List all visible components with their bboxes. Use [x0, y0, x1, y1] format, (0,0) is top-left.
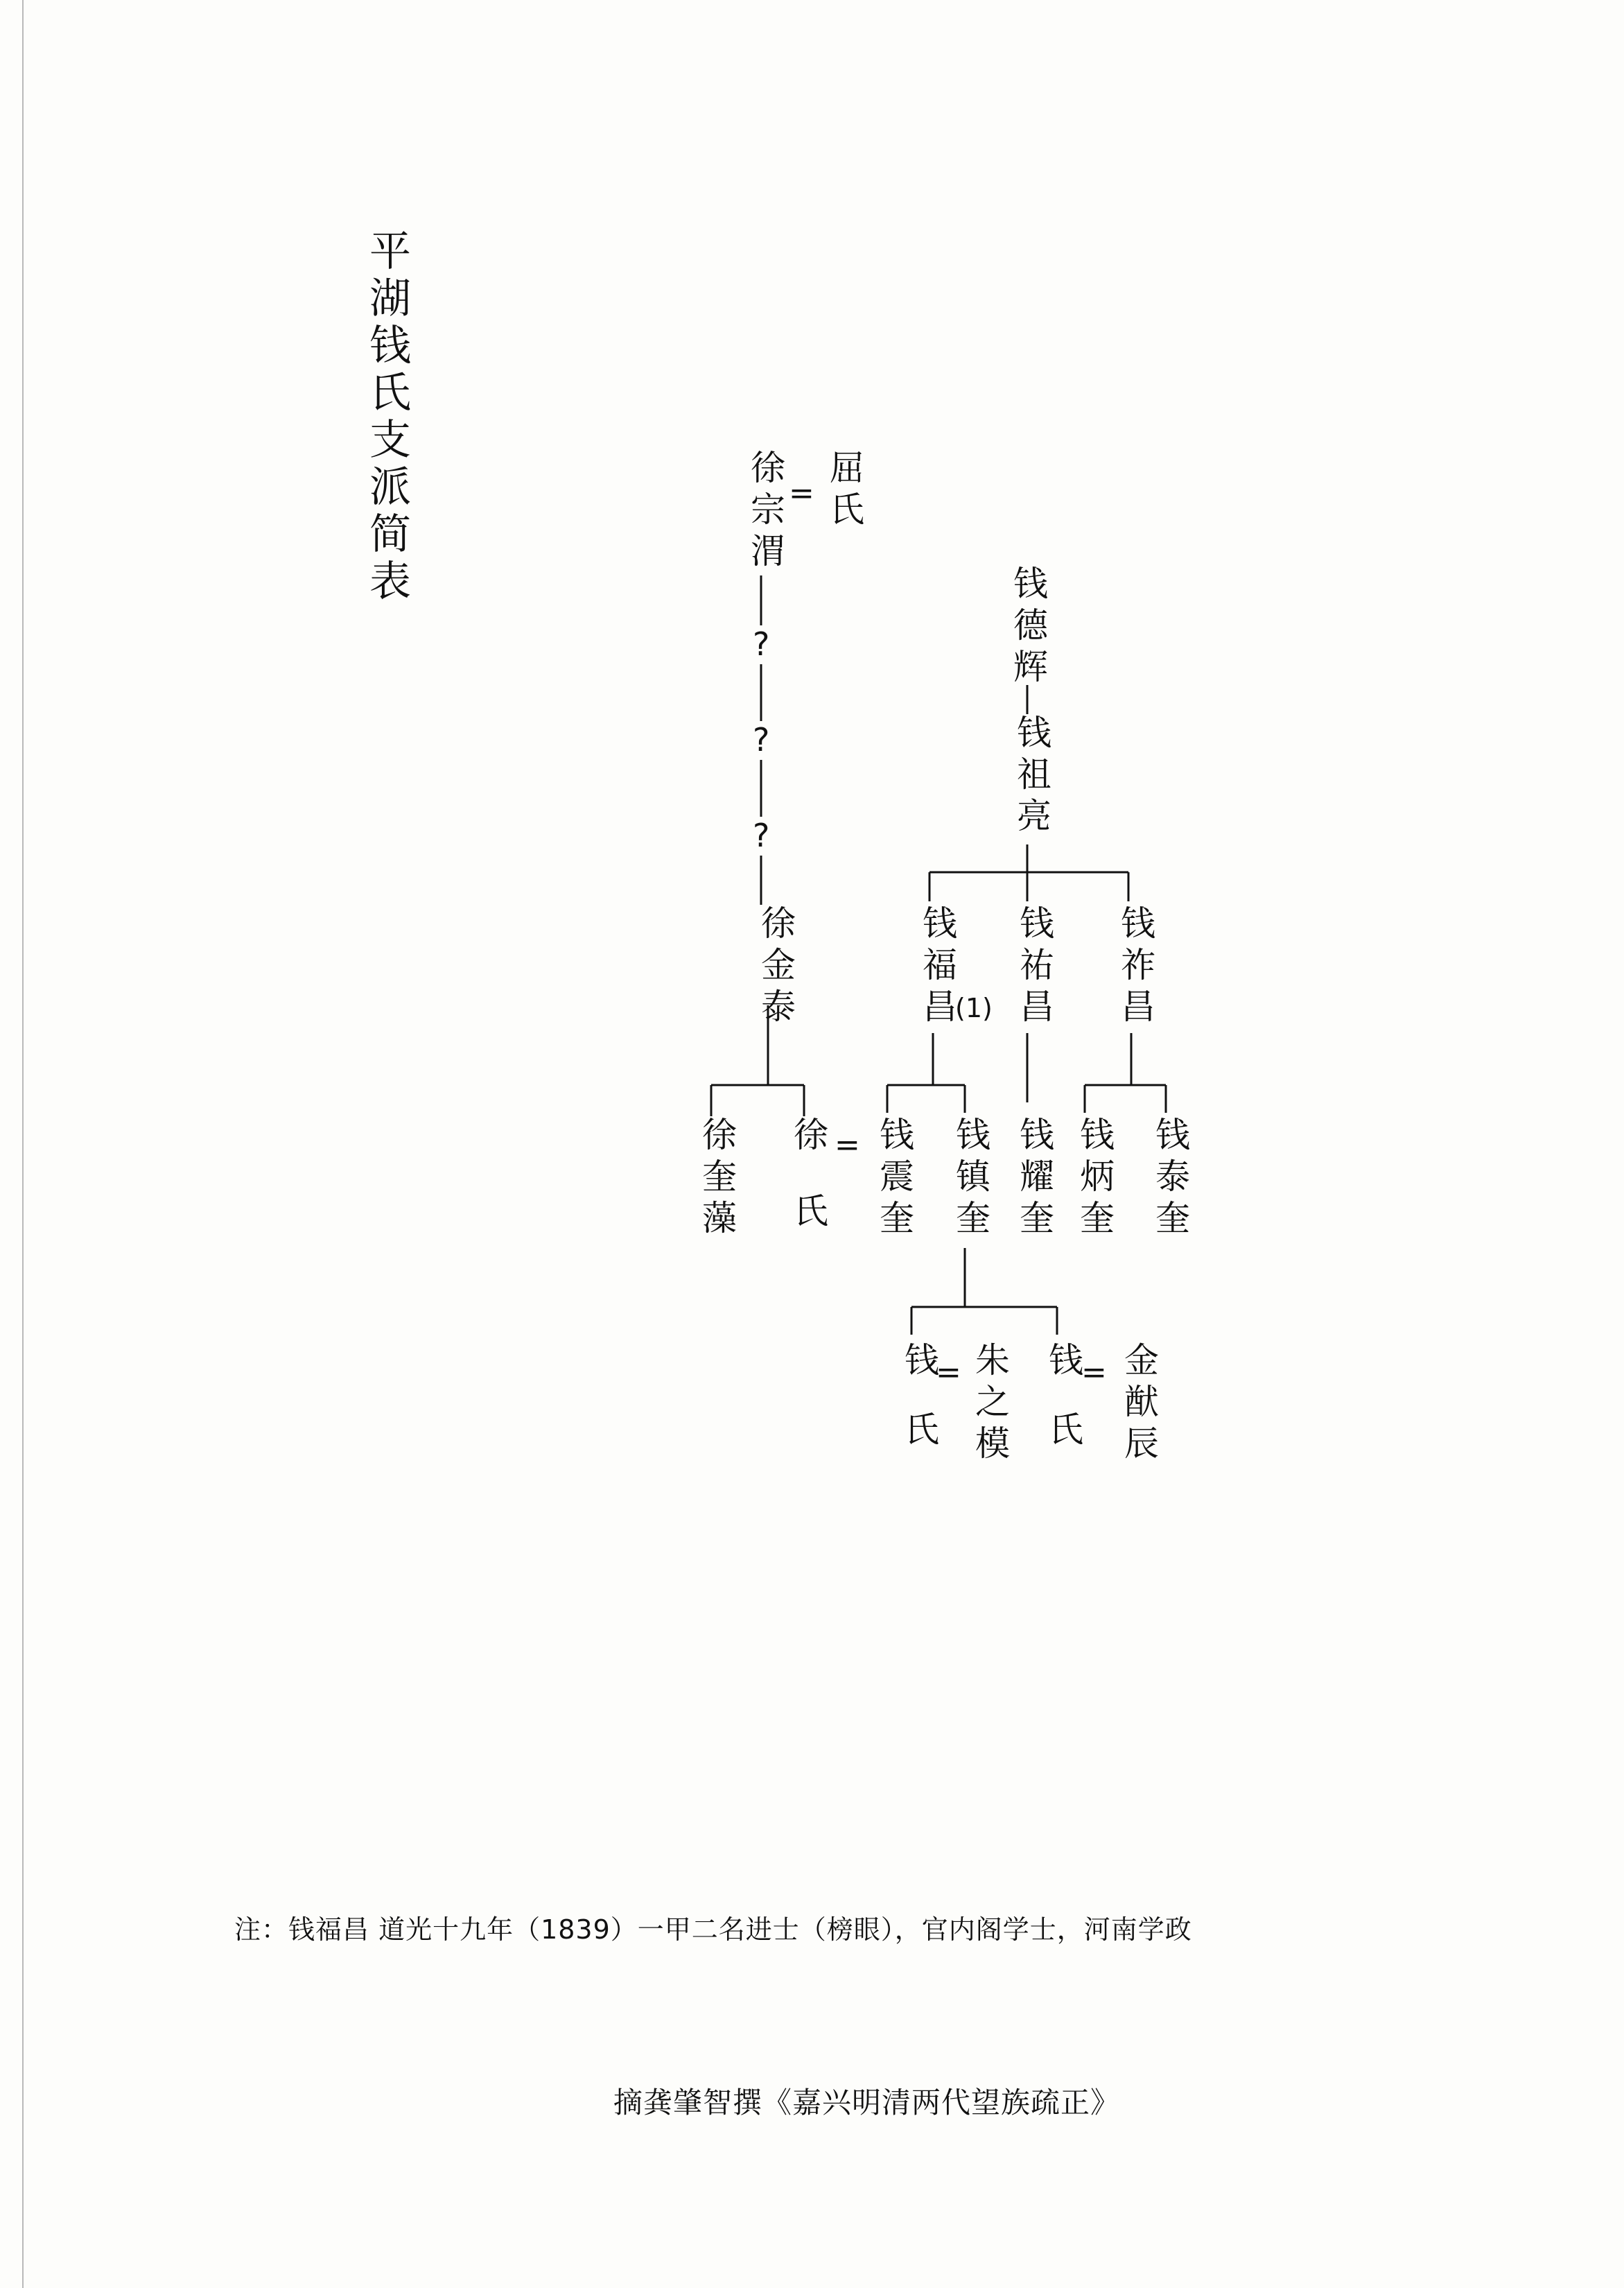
- person-qian-fuchang: 钱福昌: [917, 905, 957, 1030]
- person-qian-zhenkui-b: 钱镇奎: [950, 1116, 990, 1241]
- person-qian-zuliang: 钱祖亮: [1011, 714, 1051, 839]
- person-xu-shi: 徐氏: [788, 1116, 828, 1269]
- person-qian-bingkui: 钱炳奎: [1074, 1116, 1115, 1241]
- person-qian-youchang: 钱祐昌: [1014, 905, 1054, 1030]
- person-qian-dehui: 钱德辉: [1008, 565, 1048, 690]
- spouse-equal-sign: =: [789, 476, 814, 511]
- footnote-text: 注：钱福昌 道光十九年（1839）一甲二名进士（榜眼），官内阁学士，河南学政: [234, 1914, 1192, 1945]
- diagram-title: 平湖钱氏支派简表: [363, 229, 411, 606]
- spouse-equal-sign: =: [1081, 1355, 1107, 1390]
- person-qian-shi-2: 钱氏: [1043, 1342, 1083, 1480]
- footnote-ref-1: (1): [955, 993, 993, 1023]
- source-citation: 摘龚肇智撰《嘉兴明清两代望族疏正》: [613, 2086, 1121, 2120]
- person-zhu-zhimo: 朱之模: [970, 1342, 1010, 1466]
- person-qian-shi-1: 钱氏: [899, 1342, 939, 1480]
- person-qian-zuochang: 钱祚昌: [1115, 905, 1155, 1030]
- person-xu-kuizao: 徐奎藻: [697, 1116, 737, 1241]
- person-qian-zhenkui-a: 钱震奎: [874, 1116, 914, 1241]
- person-qian-taikui: 钱泰奎: [1150, 1116, 1190, 1241]
- spouse-equal-sign: =: [936, 1355, 961, 1390]
- person-qian-yaokui: 钱耀奎: [1014, 1116, 1054, 1241]
- unknown-generation-marker: ?: [753, 817, 770, 854]
- person-xu-jintai: 徐金泰: [756, 905, 796, 1030]
- person-qu-shi: 屈氏: [824, 449, 864, 532]
- spouse-equal-sign: =: [835, 1127, 860, 1163]
- person-jin-xianchen: 金猷辰: [1119, 1342, 1159, 1466]
- unknown-generation-marker: ?: [753, 721, 770, 759]
- unknown-generation-marker: ?: [753, 625, 770, 663]
- person-xu-zongwei: 徐宗渭: [745, 449, 785, 574]
